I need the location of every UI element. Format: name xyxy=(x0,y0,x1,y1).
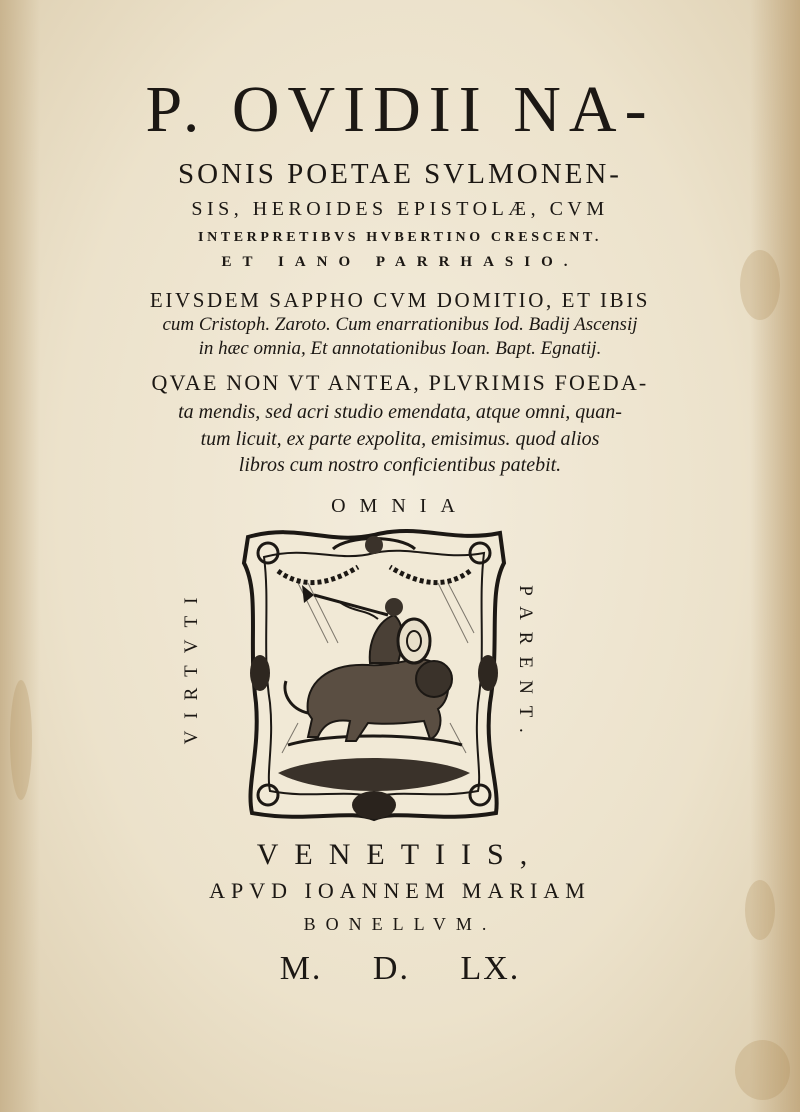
title-line-4: INTERPRETIBVS HVBERTINO CRESCENT. xyxy=(198,230,602,245)
device-motto-top: OMNIA xyxy=(331,495,469,517)
foxing-stain xyxy=(735,1040,790,1100)
printer-device-woodcut xyxy=(238,523,510,828)
device-motto-left: VIRTVTI xyxy=(181,585,202,745)
imprint-publisher-line-1: APVD IOANNEM MARIAM xyxy=(209,878,591,903)
title-line-1: P. OVIDII NA- xyxy=(145,73,655,146)
imprint-city: VENETIIS, xyxy=(256,838,544,871)
note-line-1: QVAE NON VT ANTEA, PLVRIMIS FOEDA- xyxy=(151,370,649,395)
note-line-3: tum licuit, ex parte expolita, emisimus. quod alios xyxy=(200,428,600,450)
foxing-stain xyxy=(10,680,32,800)
imprint-year: M. D. LX. xyxy=(279,950,521,987)
contents-line-3: in hæc omnia, Et annotationibus Ioan. Bapt. Egnatij. xyxy=(198,338,602,359)
title-line-5: ET IANO PARRHASIO. xyxy=(221,254,579,270)
contents-line-1: EIVSDEM SAPPHO CVM DOMITIO, ET IBIS xyxy=(149,288,651,312)
device-motto-right: PARENT. xyxy=(515,585,536,745)
imprint-publisher-line-2: BONELLVM. xyxy=(303,914,497,934)
contents-line-2: cum Cristoph. Zaroto. Cum enarrationibus Iod. Badij Ascensij xyxy=(162,314,638,335)
note-line-2: ta mendis, sed acri studio emendata, atque omni, quan- xyxy=(178,401,622,423)
title-line-3: SIS, HEROIDES EPISTOLÆ, CVM xyxy=(191,198,609,220)
title-line-2: SONIS POETAE SVLMONEN- xyxy=(178,158,622,190)
note-line-4: libros cum nostro conficientibus patebit. xyxy=(238,454,562,476)
